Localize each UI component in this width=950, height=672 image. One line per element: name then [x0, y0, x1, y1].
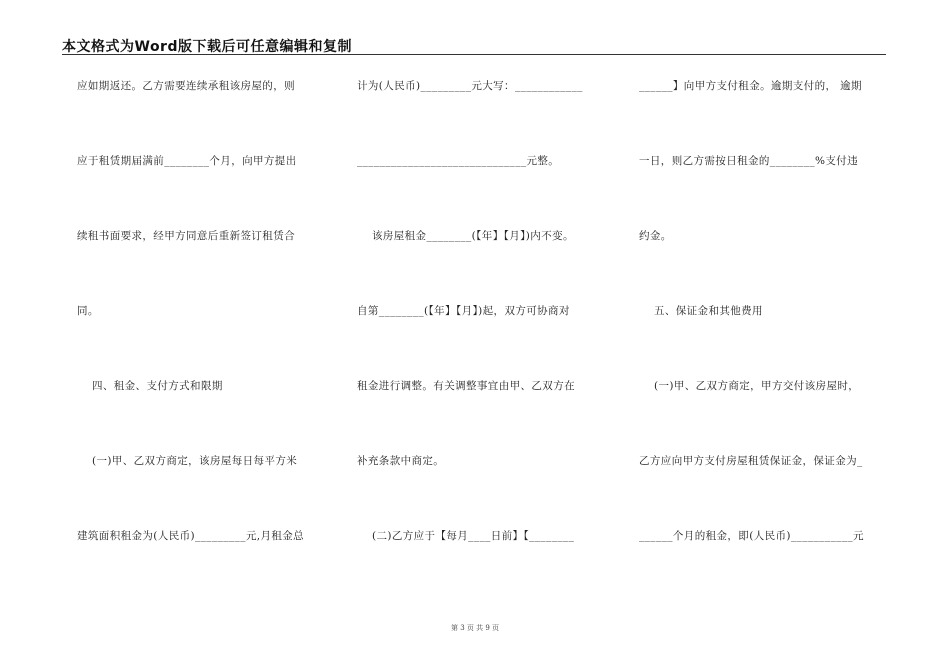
text-line: 约金。 — [639, 230, 672, 242]
text-line: 应如期返还。乙方需要连续承租该房屋的，则 — [77, 80, 295, 92]
text-line: (一)甲、乙双方商定，该房屋每日每平方米 — [77, 455, 298, 467]
text-line: 一日，则乙方需按日租金的________%支付违 — [639, 155, 859, 167]
text-column-3 — [639, 0, 889, 672]
text-line: 同。 — [77, 305, 99, 317]
text-line: ______个月的租金，即(人民币)___________元 — [639, 530, 864, 542]
text-line: 续租书面要求，经甲方同意后重新签订租赁合 — [77, 230, 295, 242]
text-column-1 — [77, 0, 337, 672]
text-line: 乙方应向甲方支付房屋租赁保证金，保证金为_ — [639, 455, 863, 467]
document-header-title: 本文格式为Word版下载后可任意编辑和复制 — [62, 39, 352, 55]
section-heading: 四、租金、支付方式和限期 — [77, 380, 223, 392]
text-line: (二)乙方应于【每月____日前】【________ — [357, 530, 575, 542]
text-line: ______________________________元整。 — [357, 155, 560, 167]
page-number: 第 3 页 共 9 页 — [450, 624, 500, 632]
text-line: 建筑面积租金为(人民币)_________元,月租金总 — [77, 530, 305, 542]
text-line: (一)甲、乙双方商定，甲方交付该房屋时， — [639, 380, 860, 392]
text-line: 自第________(【年】【月】)起，双方可协商对 — [357, 305, 570, 317]
text-line: 计为(人民币)_________元大写：____________ — [357, 80, 583, 92]
text-line: 该房屋租金________(【年】【月】)内不变。 — [357, 230, 574, 242]
text-line: 应于租赁期届满前________个月，向甲方提出 — [77, 155, 297, 167]
text-line: 租金进行调整。有关调整事宜由甲、乙双方在 — [357, 380, 575, 392]
text-column-2 — [357, 0, 627, 672]
text-line: 补充条款中商定。 — [357, 455, 445, 467]
section-heading: 五、保证金和其他费用 — [639, 305, 763, 317]
text-line: ______】向甲方支付租金。逾期支付的， 逾期 — [639, 80, 862, 92]
